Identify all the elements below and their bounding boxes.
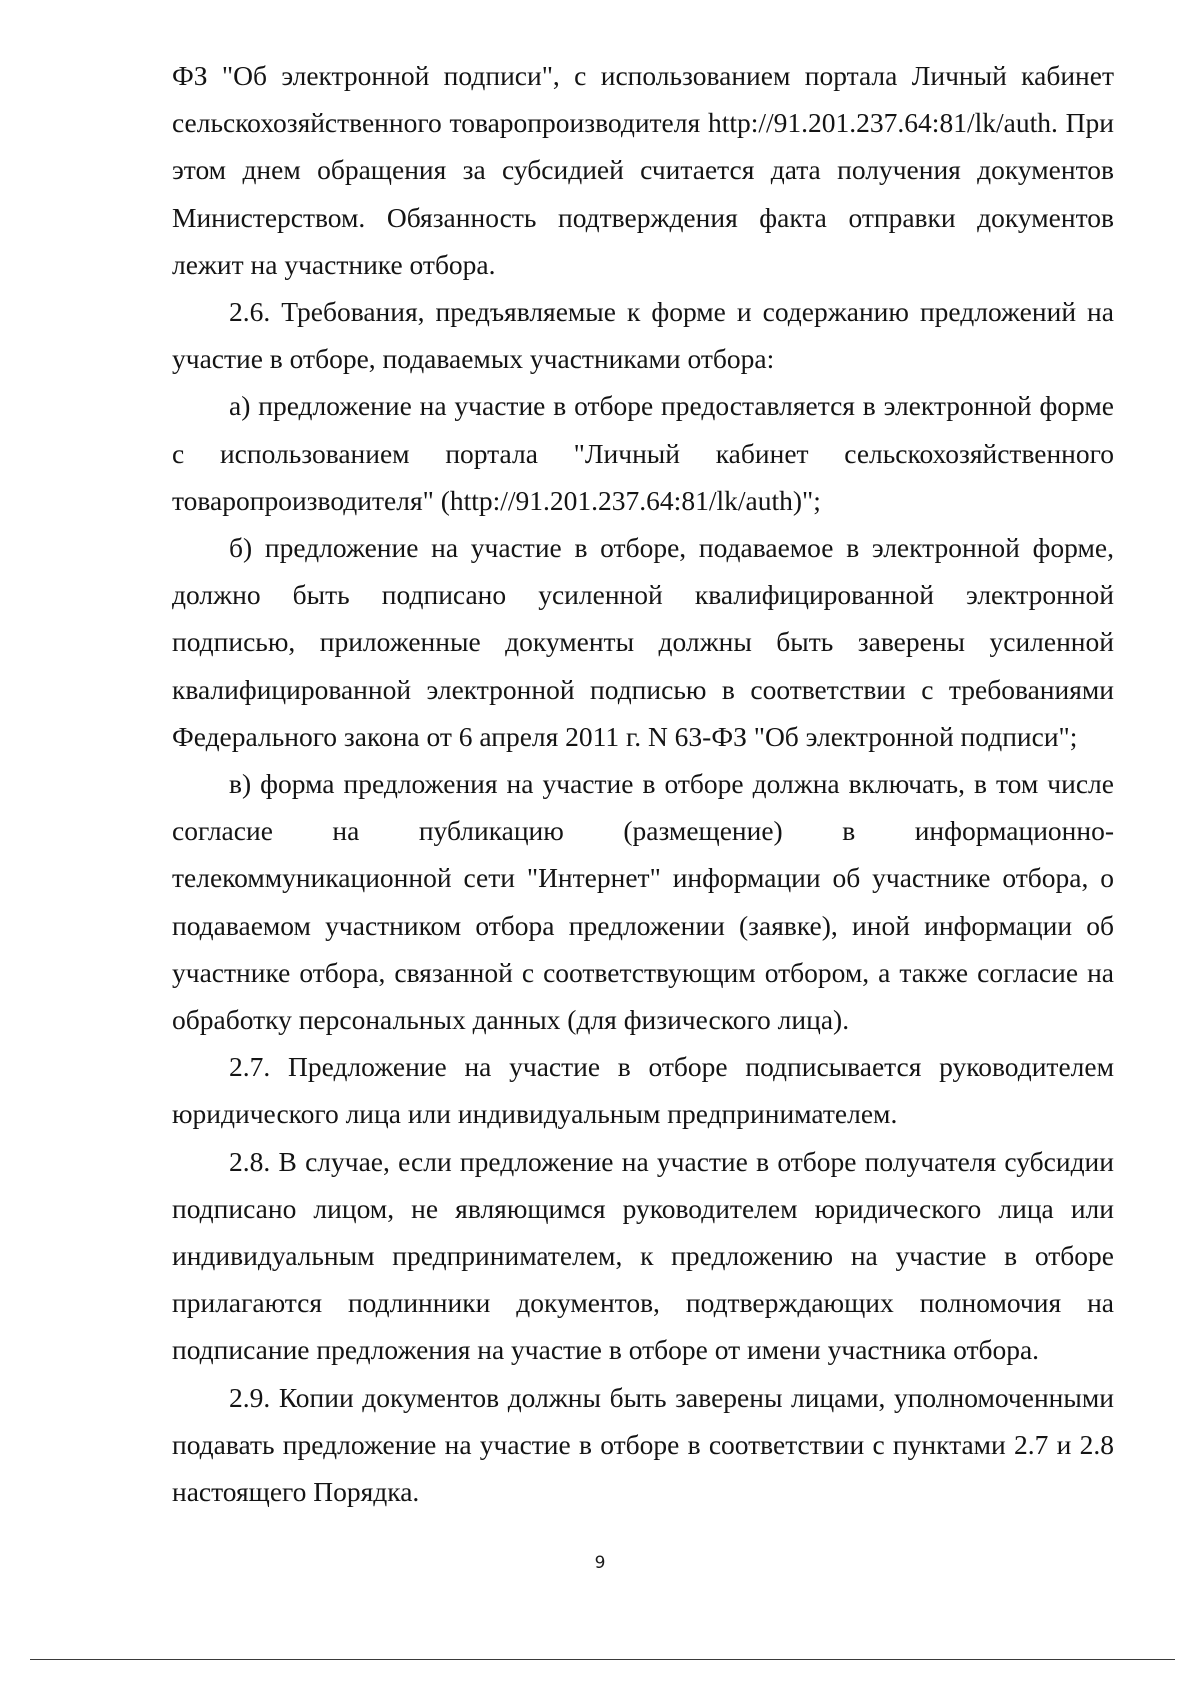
paragraph-2-8: 2.8. В случае, если предложение на участие в отборе получателя субсидии подписано лицом, не являющимся руководителем юридического лица или индивидуальным предпринимателем, к предложению на участие в отборе прилагаются подлинники документов, подтверждающих полномочия на подписание предложения на участие в отборе от имени участника отбора. (172, 1145, 1114, 1366)
paragraph-2-6-v: в) форма предложения на участие в отборе должна включать, в том числе согласие на публикацию (размещение) в информационно-телекоммуникационной сети "Интернет" информации об участнике отбора, о подаваемом участником отбора предложении (заявке), иной информации об участнике отбора, связанной с соответствующим отбором, а также согласие на обработку персональных данных (для физического лица). (172, 768, 1114, 1036)
footer-divider (30, 1659, 1175, 1660)
paragraph-continuation: ФЗ "Об электронной подписи", с использованием портала Личный кабинет сельскохозяйственного товаропроизводителя http://91.201.237.64:81/lk/auth. При этом днем обращения за субсидией считается дата получения документов Министерством. Обязанность подтверждения факта отправки документов лежит на участнике отбора. (172, 60, 1114, 280)
body-text (172, 52, 1114, 1515)
paragraph-2-6: 2.6. Требования, предъявляемые к форме и содержанию предложений на участие в отборе, подаваемых участниками отбора: (172, 296, 1114, 375)
paragraph-2-9: 2.9. Копии документов должны быть заверены лицами, уполномоченными подавать предложение на участие в отборе в соответствии с пунктами 2.7 и 2.8 настоящего Порядка. (172, 1381, 1114, 1508)
paragraph-2-6-a: а) предложение на участие в отборе предоставляется в электронной форме с использованием портала "Личный кабинет сельскохозяйственного товаропроизводителя" (http://91.201.237.64:81/lk/auth)"; (172, 390, 1114, 516)
paragraph-2-7: 2.7. Предложение на участие в отборе подписывается руководителем юридического лица или индивидуальным предпринимателем. (172, 1051, 1114, 1130)
paragraph-2-6-b: б) предложение на участие в отборе, подаваемое в электронной форме, должно быть подписано усиленной квалифицированной электронной подписью, приложенные документы должны быть заверены усиленной квалифицированной электронной подписью в соответствии с требованиями Федерального закона от 6 апреля 2011 г. N 63-ФЗ "Об электронной подписи"; (172, 532, 1114, 752)
page-number: 9 (594, 1553, 606, 1573)
